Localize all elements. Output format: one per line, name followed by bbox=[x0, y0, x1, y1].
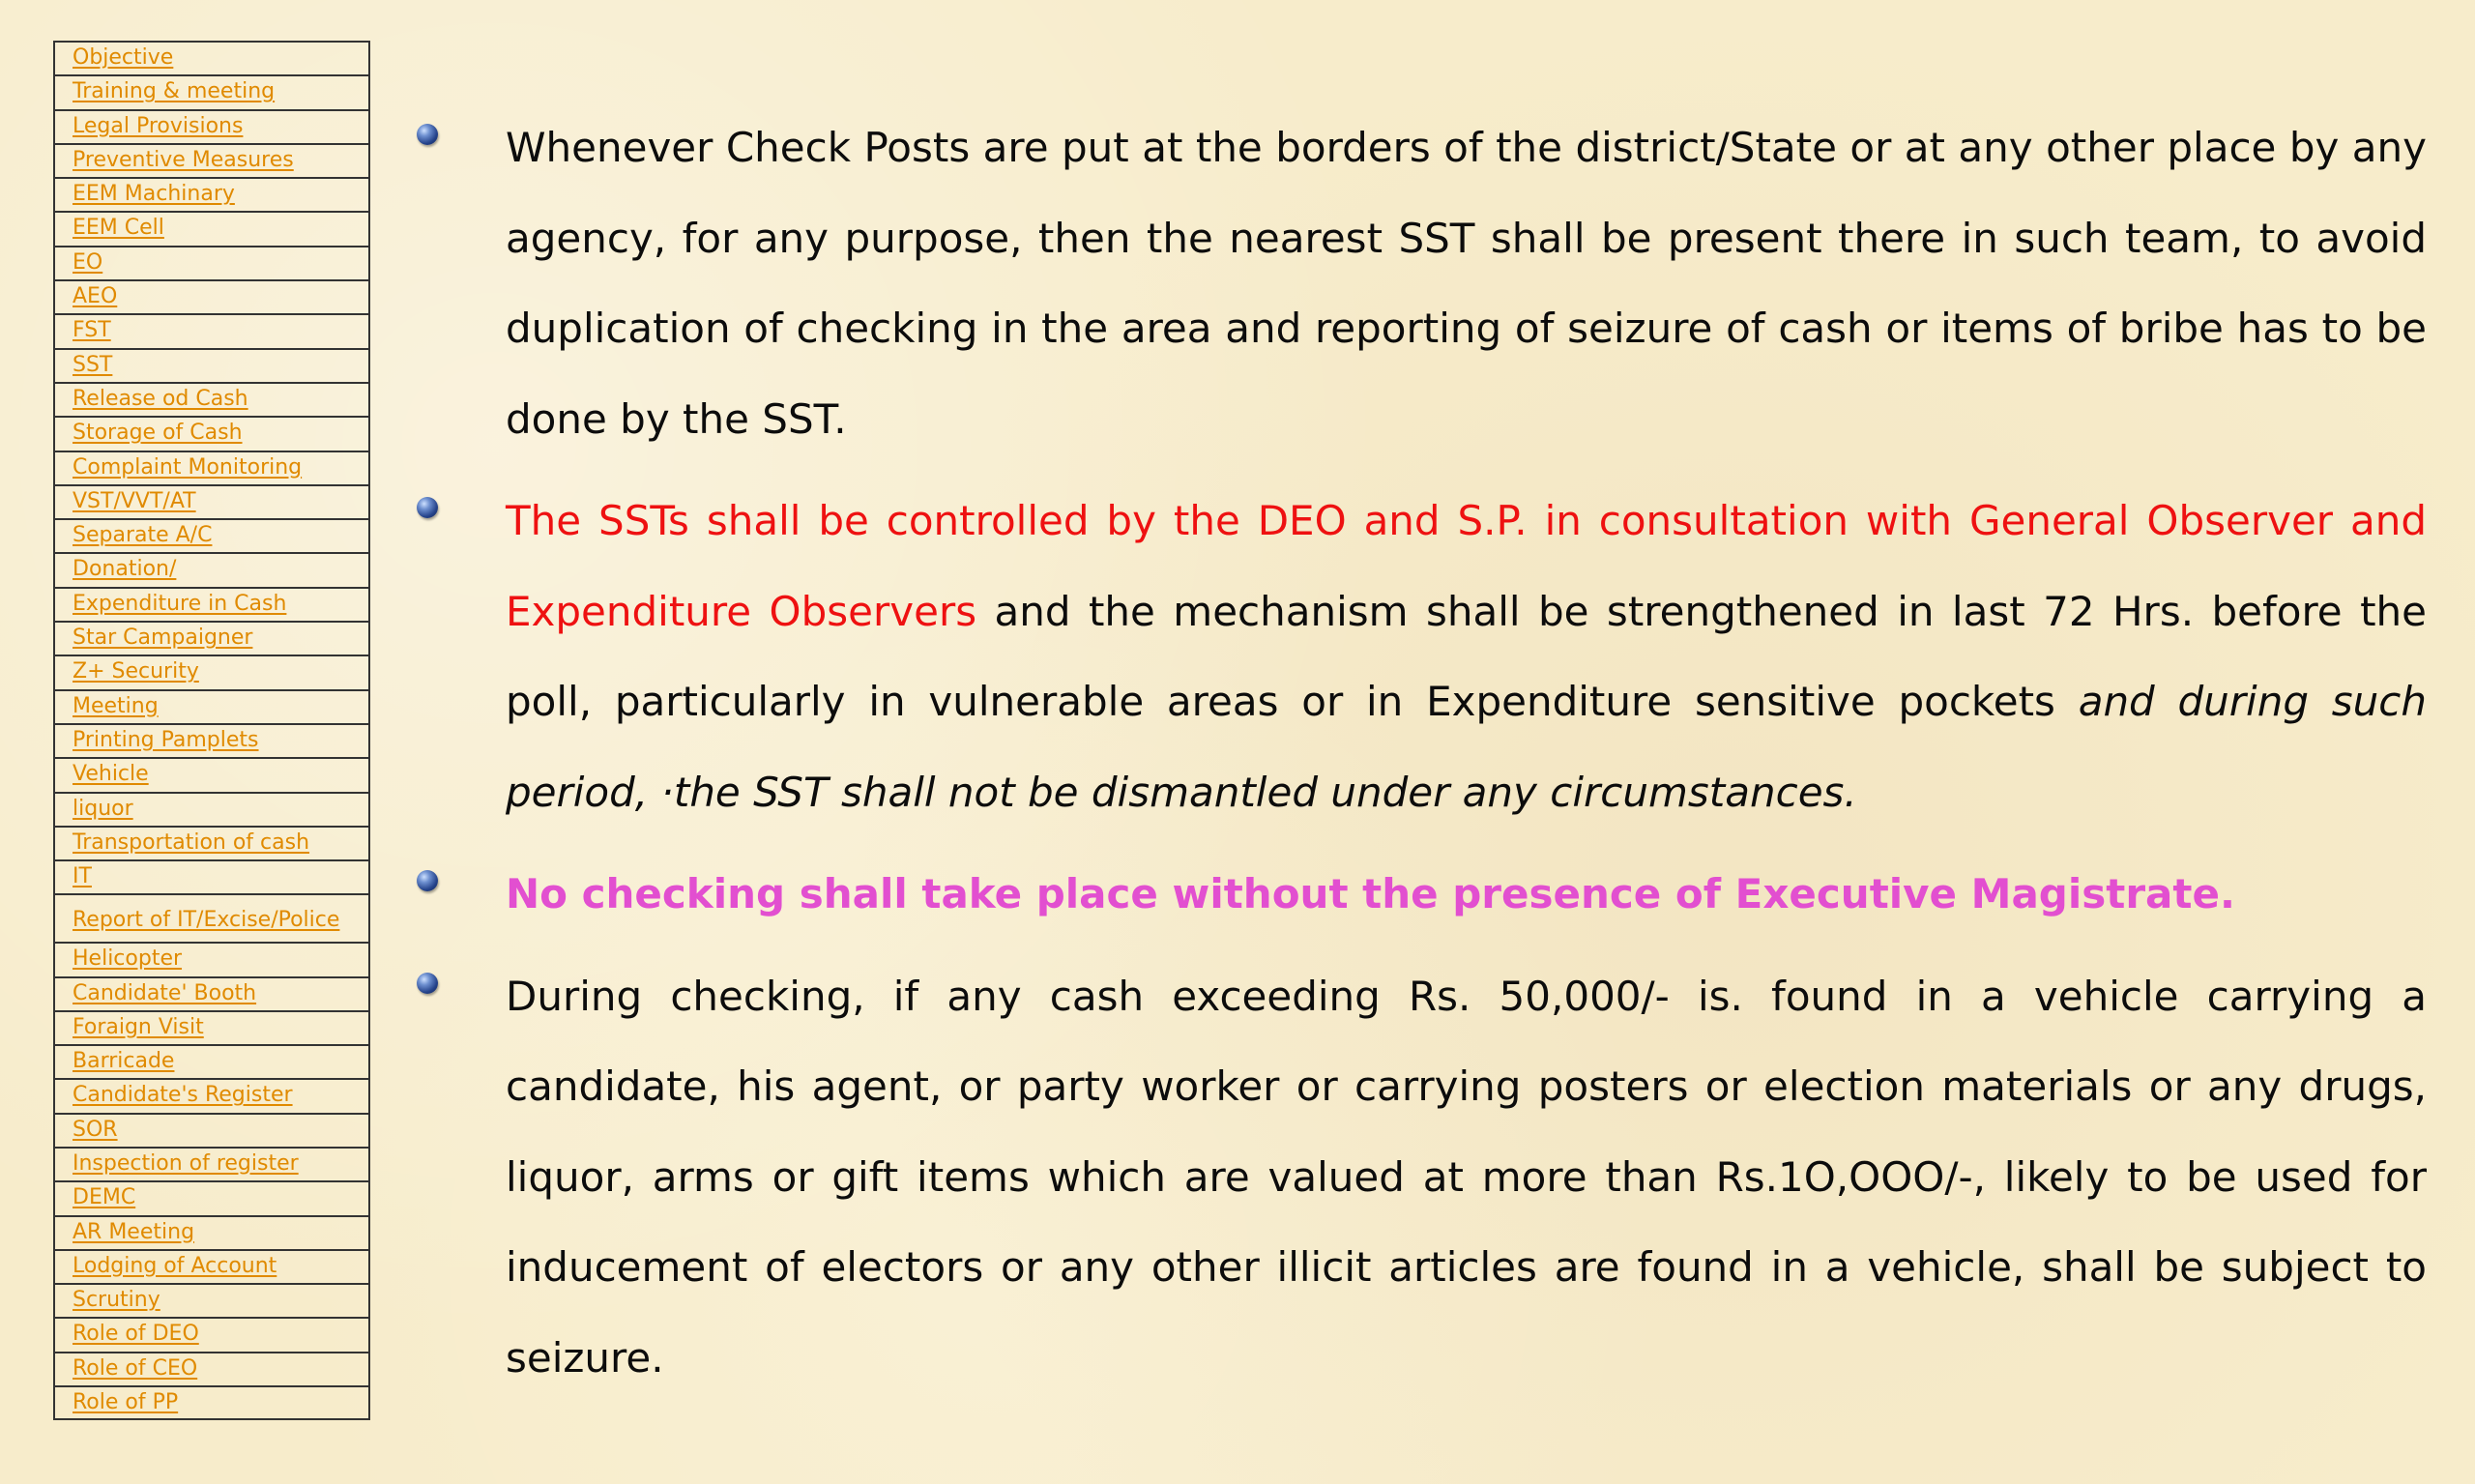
nav-link-role-of-deo[interactable]: Role of DEO bbox=[55, 1317, 368, 1350]
nav-link-fst[interactable]: FST bbox=[55, 313, 368, 346]
nav-link-legal-provisions[interactable]: Legal Provisions bbox=[55, 109, 368, 142]
bullet-check-posts bbox=[406, 102, 2427, 464]
nav-link-it[interactable]: IT bbox=[55, 859, 368, 892]
nav-link-inspection-of-register[interactable]: Inspection of register bbox=[55, 1147, 368, 1179]
nav-link-candidates-register[interactable]: Candidate's Register bbox=[55, 1078, 368, 1111]
nav-link-demc[interactable]: DEMC bbox=[55, 1180, 368, 1213]
bullet-text: Whenever Check Posts are put at the borders of the district/State or at any other place by any agency, for any purpose, then the nearest SST shall be present there in such team, to avoid duplication of checking in the area and reporting of seizure of cash or items of bribe has to be done by the SST. bbox=[506, 124, 2427, 443]
nav-link-complaint-monitoring[interactable]: Complaint Monitoring bbox=[55, 451, 368, 483]
nav-link-eem-cell[interactable]: EEM Cell bbox=[55, 211, 368, 244]
nav-link-liquor[interactable]: liquor bbox=[55, 792, 368, 825]
bullet-text bbox=[506, 476, 2427, 837]
nav-link-donation[interactable]: Donation/ bbox=[55, 552, 368, 585]
bullet-executive-magistrate bbox=[406, 849, 2427, 940]
nav-link-role-of-pp[interactable]: Role of PP bbox=[55, 1385, 368, 1418]
italic-text: and during such period, ·the SST shall not be dismantled under any circumstances. bbox=[506, 678, 2427, 816]
nav-link-foraign-visit[interactable]: Foraign Visit bbox=[55, 1010, 368, 1043]
nav-link-z-plus-security[interactable]: Z+ Security bbox=[55, 655, 368, 687]
nav-link-separate-ac[interactable]: Separate A/C bbox=[55, 518, 368, 551]
nav-link-transportation-of-cash[interactable]: Transportation of cash bbox=[55, 826, 368, 858]
bullet-sphere-icon bbox=[417, 124, 438, 145]
nav-link-sst[interactable]: SST bbox=[55, 348, 368, 381]
nav-link-ar-meeting[interactable]: AR Meeting bbox=[55, 1215, 368, 1248]
bullet-sphere-icon bbox=[417, 870, 438, 891]
bullet-text: During checking, if any cash exceeding Rs. 50,000/- is. found in a vehicle carrying a candidate, his agent, or party worker or carrying posters or election materials or any drugs, liquor, arms or gift items which are valued at more than Rs.1O,OOO/-, likely to be used for inducement of electors or any other illicit articles are found in a vehicle, shall be subject to seizure. bbox=[506, 972, 2427, 1382]
nav-link-release-of-cash[interactable]: Release od Cash bbox=[55, 382, 368, 415]
nav-link-scrutiny[interactable]: Scrutiny bbox=[55, 1283, 368, 1316]
bullet-sphere-icon bbox=[417, 497, 438, 518]
nav-link-lodging-of-account[interactable]: Lodging of Account bbox=[55, 1249, 368, 1282]
nav-link-storage-of-cash[interactable]: Storage of Cash bbox=[55, 416, 368, 449]
nav-link-barricade[interactable]: Barricade bbox=[55, 1044, 368, 1077]
bullet-text: No checking shall take place without the presence of Executive Magistrate. bbox=[506, 870, 2235, 917]
nav-link-helicopter[interactable]: Helicopter bbox=[55, 942, 368, 975]
sidebar-nav bbox=[53, 41, 370, 1420]
nav-link-eo[interactable]: EO bbox=[55, 246, 368, 278]
nav-link-vst-vvt-at[interactable]: VST/VVT/AT bbox=[55, 484, 368, 517]
nav-link-vehicle[interactable]: Vehicle bbox=[55, 757, 368, 790]
nav-link-preventive-measures[interactable]: Preventive Measures bbox=[55, 143, 368, 176]
bullet-sst-control bbox=[406, 476, 2427, 837]
slide-content bbox=[406, 102, 2427, 1403]
nav-link-sor[interactable]: SOR bbox=[55, 1113, 368, 1146]
nav-link-printing-pamplets[interactable]: Printing Pamplets bbox=[55, 723, 368, 756]
bullet-sphere-icon bbox=[417, 973, 438, 994]
nav-link-meeting[interactable]: Meeting bbox=[55, 689, 368, 722]
nav-link-training-meeting[interactable]: Training & meeting bbox=[55, 74, 368, 107]
nav-link-star-campaigner[interactable]: Star Campaigner bbox=[55, 621, 368, 654]
nav-link-aeo[interactable]: AEO bbox=[55, 279, 368, 312]
nav-link-report-of-it-excise-police[interactable]: Report of IT/Excise/Police bbox=[55, 893, 368, 940]
nav-link-role-of-ceo[interactable]: Role of CEO bbox=[55, 1352, 368, 1384]
nav-link-eem-machinary[interactable]: EEM Machinary bbox=[55, 177, 368, 210]
nav-link-objective[interactable]: Objective bbox=[55, 41, 368, 73]
emphasis-red-text: The SSTs shall be controlled by the DEO and S.P. in consultation with General Observer and Expenditure Observers bbox=[506, 497, 2427, 635]
nav-link-candidate-booth[interactable]: Candidate' Booth bbox=[55, 976, 368, 1009]
bullet-cash-seizure bbox=[406, 951, 2427, 1404]
nav-link-expenditure-in-cash[interactable]: Expenditure in Cash bbox=[55, 587, 368, 620]
plain-text: and the mechanism shall be strengthened in last 72 Hrs. before the poll, particularly in vulnerable areas or in Expenditure sensitive pockets bbox=[506, 587, 2427, 725]
